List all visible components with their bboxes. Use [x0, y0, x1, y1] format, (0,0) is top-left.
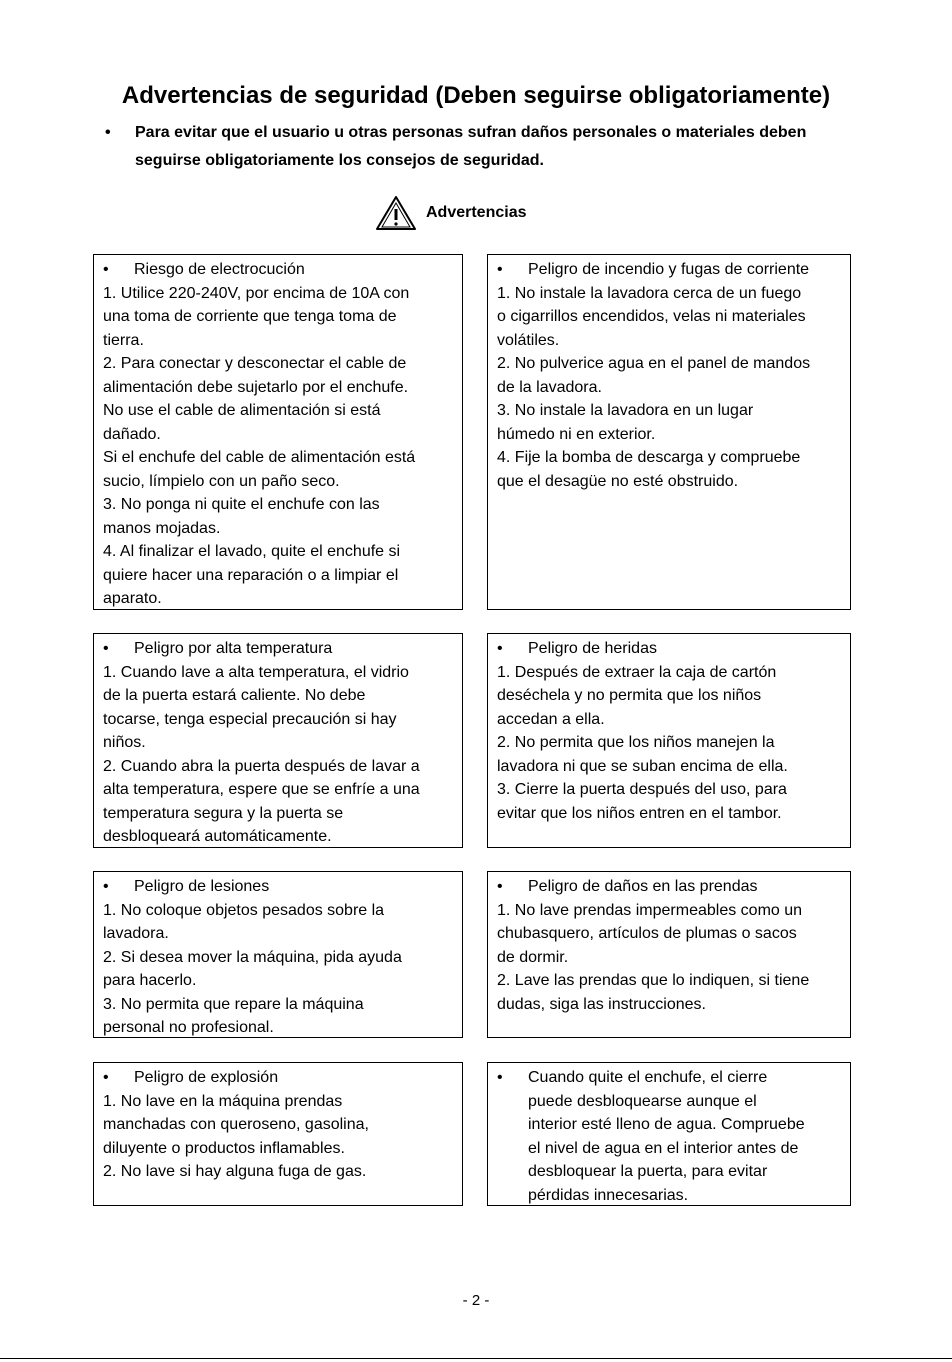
bullet: •	[103, 261, 109, 278]
intro-paragraph	[105, 119, 865, 175]
bullet: •	[497, 261, 503, 278]
warning-label: Advertencias	[426, 204, 527, 221]
intro-text: Para evitar que el usuario u otras personas sufran daños personales o materiales deben seguirse obligatoriamente los consejos de seguridad.	[135, 124, 807, 169]
box-heading: Peligro de heridas	[528, 640, 657, 657]
box-explosion	[93, 1062, 463, 1206]
box-electrocution	[93, 254, 463, 610]
box-heading: Peligro de incendio y fugas de corriente	[528, 261, 810, 278]
bullet: •	[497, 640, 503, 657]
bullet: •	[103, 878, 109, 895]
bullet: •	[497, 878, 503, 895]
footer-rule	[0, 1358, 952, 1359]
bullet: •	[105, 124, 111, 141]
box-body: 1. Cuando lave a alta temperatura, el vidrio de la puerta estará caliente. No debe tocarse, tenga especial precaución si hay niños. 2. Cuando abra la puerta después de lavar a alta temperatura, espere que se enfríe a una temperatura segura y la puerta se desbloqueará automáticamente.	[103, 663, 420, 845]
warning-header	[374, 194, 527, 232]
box-unplug-note	[487, 1062, 851, 1206]
box-body: 1. Después de extraer la caja de cartón deséchela y no permita que los niños accedan a ella. 2. No permita que los niños manejen la lavadora ni que se suban encima de ella. 3. Cierre la puerta después del uso, para evitar que los niños entren en el tambor.	[497, 663, 788, 822]
box-heading: Peligro por alta temperatura	[134, 640, 333, 657]
page-number: - 2 -	[462, 1292, 490, 1309]
box-fire	[487, 254, 851, 610]
box-heading: Peligro de daños en las prendas	[528, 878, 758, 895]
box-lesions	[93, 871, 463, 1038]
box-heading: Peligro de lesiones	[134, 878, 270, 895]
box-garment-damage	[487, 871, 851, 1038]
box-body: Cuando quite el enchufe, el cierre puede desbloquearse aunque el interior esté lleno de agua. Compruebe el nivel de agua en el interior antes de desbloquear la puerta, para evitar pérdidas innecesarias.	[528, 1069, 805, 1204]
box-body: 1. No instale la lavadora cerca de un fuego o cigarrillos encendidos, velas ni materiales volátiles. 2. No pulverice agua en el panel de mandos de la lavadora. 3. No instale la lavadora en un lugar húmedo ni en exterior. 4. Fije la bomba de descarga y compruebe que el desagüe no esté obstruido.	[497, 284, 811, 490]
page-title: Advertencias de seguridad (Deben seguirse obligatoriamente)	[121, 82, 831, 109]
bullet: •	[103, 1069, 109, 1086]
box-body: 1. No coloque objetos pesados sobre la lavadora. 2. Si desea mover la máquina, pida ayuda para hacerlo. 3. No permita que repare la máquina personal no profesional.	[103, 901, 402, 1036]
box-body: 1. No lave prendas impermeables como un chubasquero, artículos de plumas o sacos de dormir. 2. Lave las prendas que lo indiquen, si tiene dudas, siga las instrucciones.	[497, 901, 810, 1013]
box-heading: Peligro de explosión	[134, 1069, 279, 1086]
warning-triangle-icon	[374, 194, 418, 232]
box-injuries	[487, 633, 851, 848]
box-heading: Riesgo de electrocución	[134, 261, 305, 278]
bullet: •	[497, 1069, 503, 1086]
box-body: 1. No lave en la máquina prendas manchadas con queroseno, gasolina, diluyente o productos inflamables. 2. No lave si hay alguna fuga de gas.	[103, 1092, 369, 1180]
box-body: 1. Utilice 220-240V, por encima de 10A con una toma de corriente que tenga toma de tierra. 2. Para conectar y desconectar el cable de alimentación debe sujetarlo por el enchufe. No use el cable de alimentación si está dañado. Si el enchufe del cable de alimentación está sucio, límpielo con un paño seco. 3. No ponga ni quite el enchufe con las manos mojadas. 4. Al finalizar el lavado, quite el enchufe si quiere hacer una reparación o a limpiar el aparato.	[103, 284, 416, 607]
box-high-temperature	[93, 633, 463, 848]
bullet: •	[103, 640, 109, 657]
